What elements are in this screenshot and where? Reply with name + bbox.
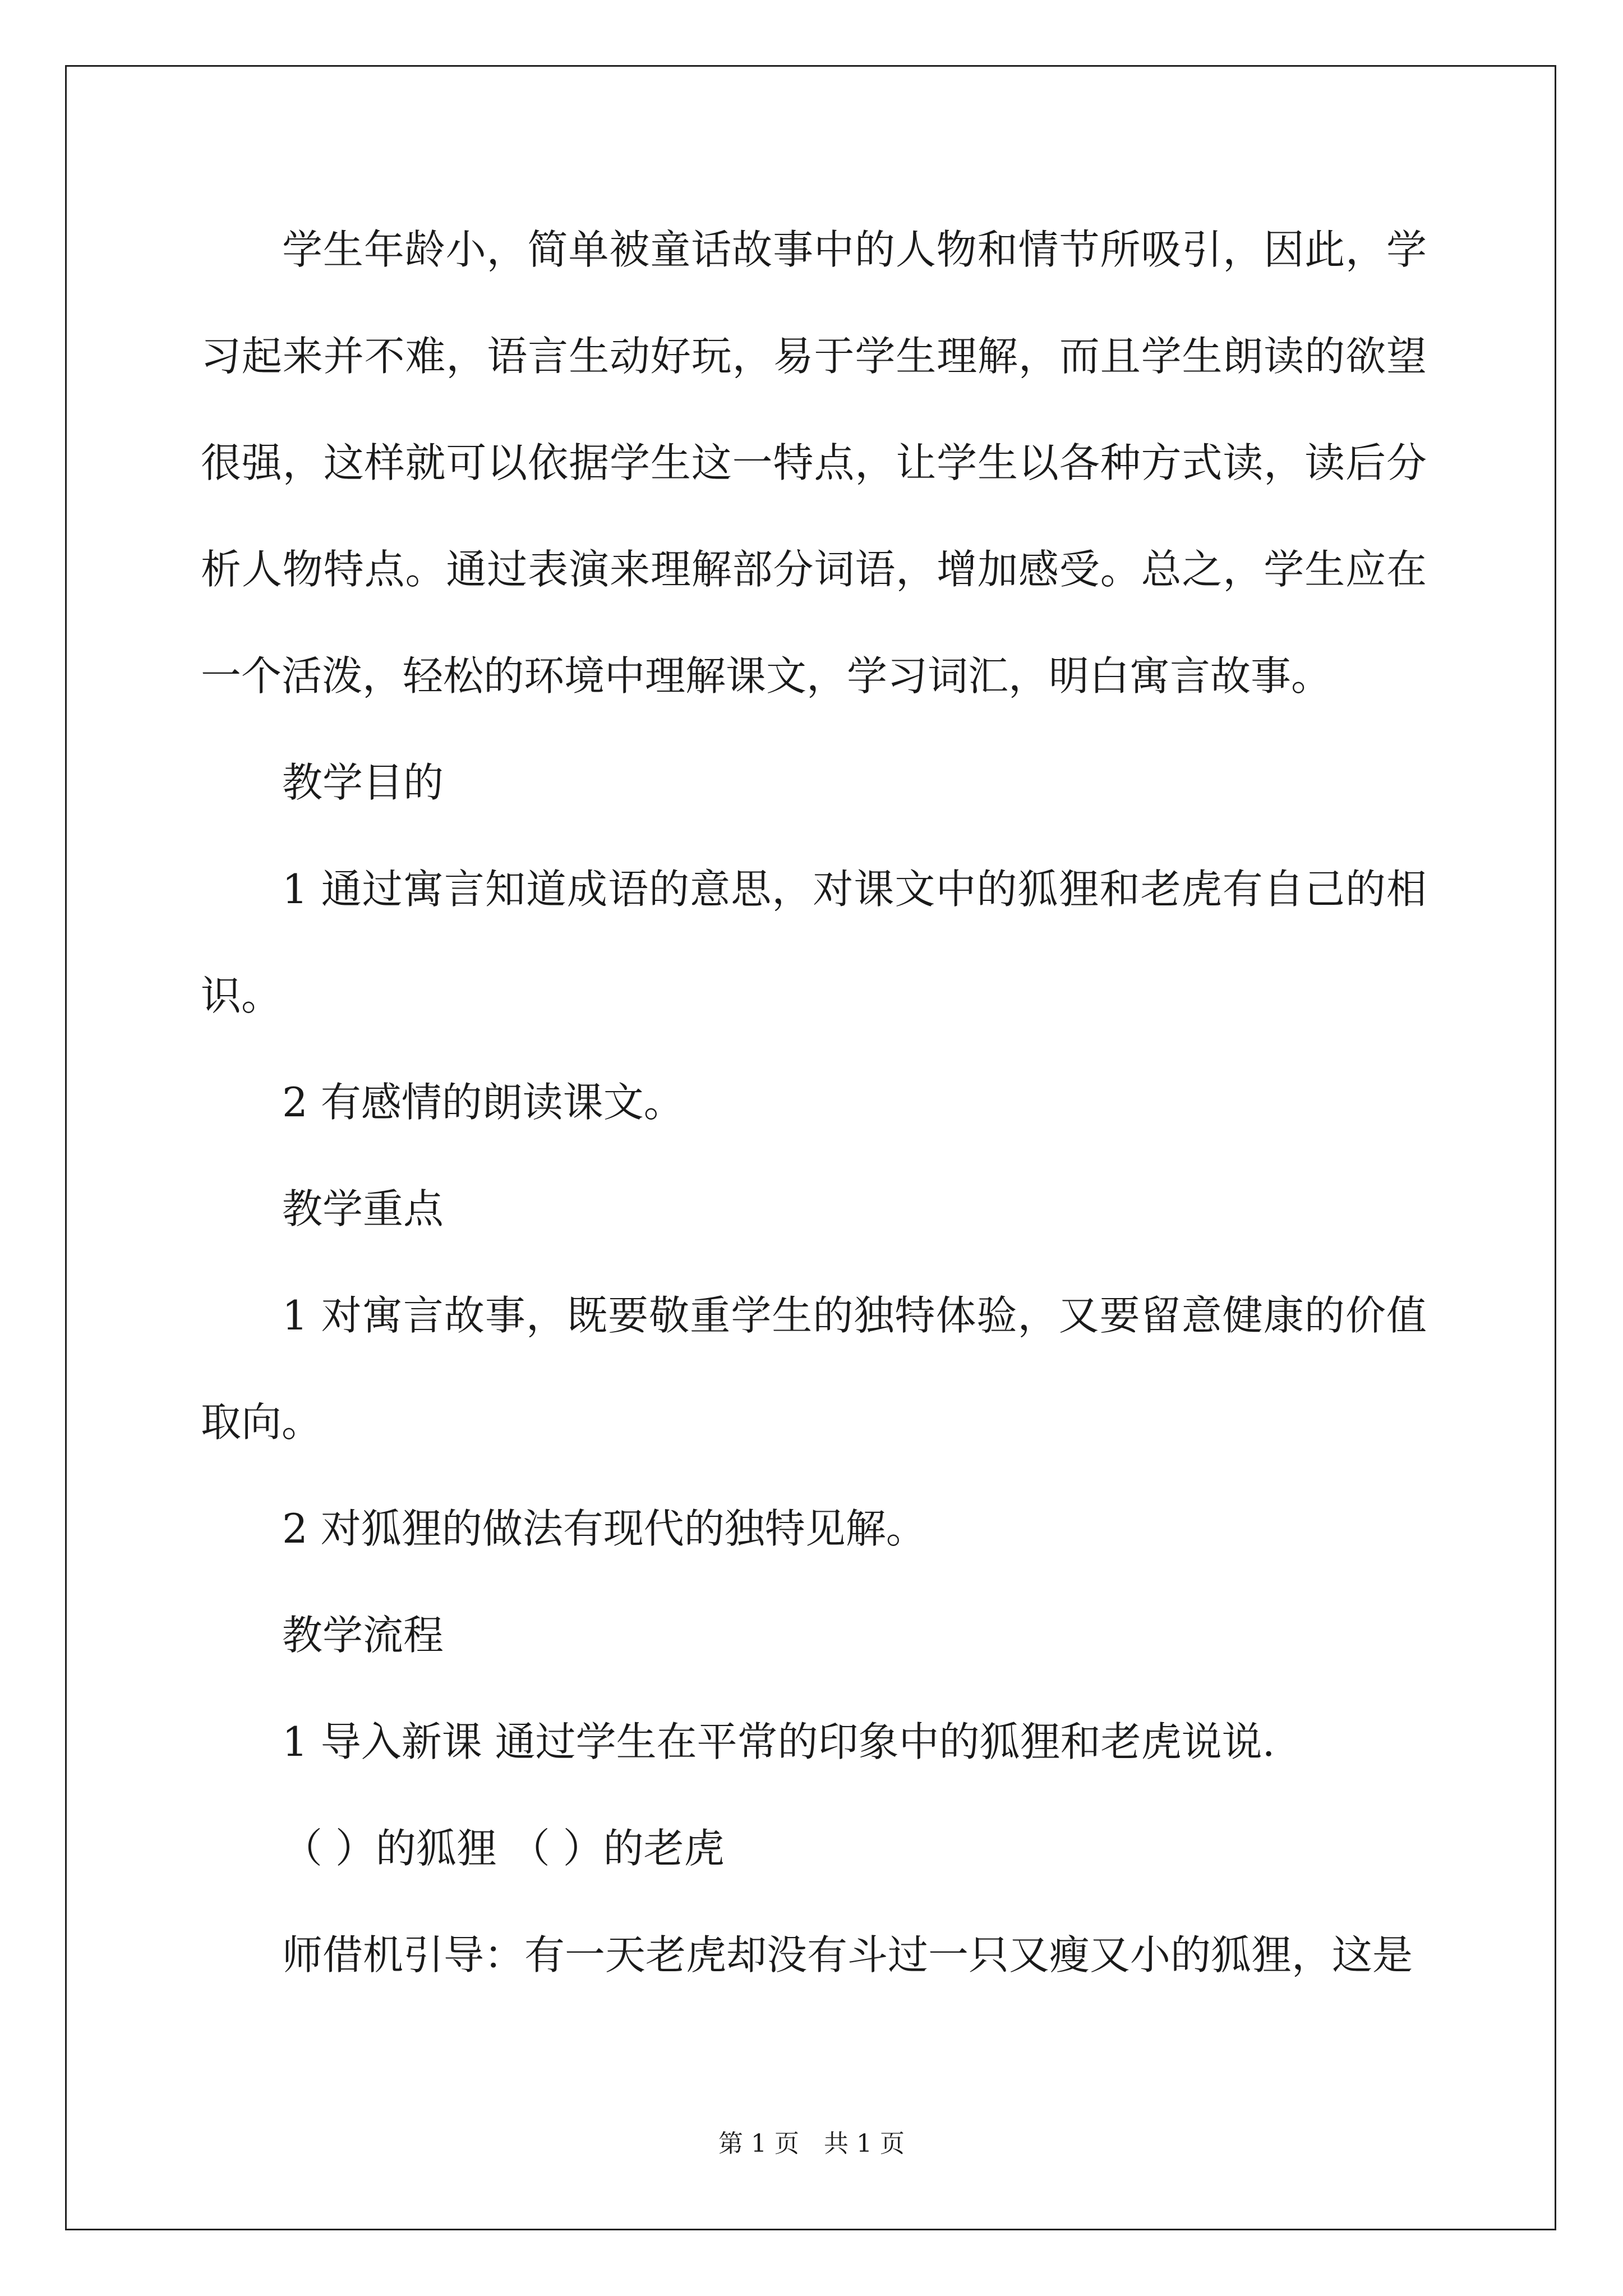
- goal-item-2: 2 有感情的朗读课文。: [282, 1079, 684, 1126]
- process-item-1: 1 导入新课 通过学生在平常的印象中的狐狸和老虎说说.: [282, 1718, 1275, 1765]
- heading-teaching-focus: 教学重点: [282, 1185, 444, 1232]
- focus-item-1: 1 对寓言故事，既要敬重学生的独特体验，又要留意健康的价值取向。: [201, 1292, 1427, 1446]
- focus-item-2: 2 对狐狸的做法有现代的独特见解。: [282, 1505, 926, 1552]
- goal-item-1: 1 通过寓言知道成语的意思，对课文中的狐狸和老虎有自己的相识。: [201, 866, 1427, 1019]
- heading-teaching-process: 教学流程: [282, 1612, 444, 1659]
- page-number-footer: 第 1 页 共 1 页: [718, 2129, 905, 2158]
- paragraph-intro: 学生年龄小，简单被童话故事中的人物和情节所吸引，因此，学习起来并不难，语言生动好玩，易于学生理解，而且学生朗读的欲望很强，这样就可以依据学生这一特点，让学生以各种方式读，读后分析人物特点。通过表演来理解部分词语，增加感受。总之，学生应在一个活泼，轻松的环境中理解课文，学习词汇，明白寓言故事。: [201, 226, 1427, 700]
- teacher-guidance: 师借机引导：有一天老虎却没有斗过一只又瘦又小的狐狸，这是: [282, 1931, 1413, 1978]
- heading-teaching-goals: 教学目的: [282, 759, 444, 806]
- fill-blank-line: （ ）的狐狸 （ ）的老虎: [282, 1825, 725, 1872]
